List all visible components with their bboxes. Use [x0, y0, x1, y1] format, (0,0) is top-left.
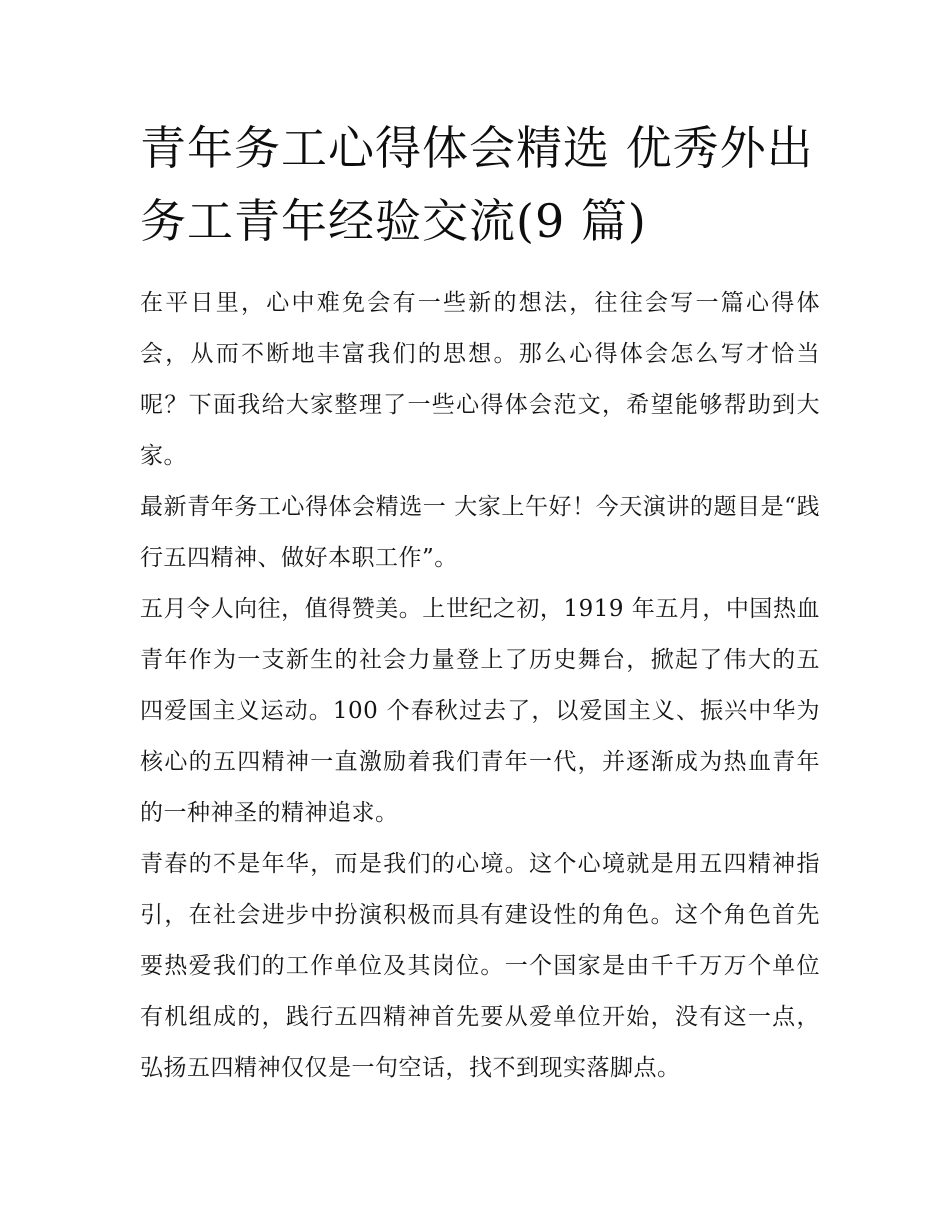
- paragraph-may-fourth-history: 五月令人向往，值得赞美。上世纪之初，1919 年五月，中国热血青年作为一支新生的社会力量登上了历史舞台，掀起了伟大的五四爱国主义运动。100 个春秋过去了，以爱国主义、振兴中华为核心的五四精神一直激励着我们青年一代，并逐渐成为热血青年的一种神圣的精神追求。: [140, 596, 820, 826]
- paragraph-intro: 在平日里，心中难免会有一些新的想法，往往会写一篇心得体会，从而不断地丰富我们的思想。那么心得体会怎么写才恰当呢？下面我给大家整理了一些心得体会范文，希望能够帮助到大家。: [140, 290, 820, 469]
- paragraph-youth-spirit: 青春的不是年华，而是我们的心境。这个心境就是用五四精神指引，在社会进步中扮演积极而具有建设性的角色。这个角色首先要热爱我们的工作单位及其岗位。一个国家是由千千万万个单位有机组成的，践行五四精神首先要从爱单位开始，没有这一点，弘扬五四精神仅仅是一句空话，找不到现实落脚点。: [140, 851, 820, 1081]
- paragraph-speech-opening: 最新青年务工心得体会精选一 大家上午好！今天演讲的题目是“践行五四精神、做好本职工作”。: [140, 494, 820, 571]
- document-body: [140, 278, 820, 1094]
- document-title: 青年务工心得体会精选 优秀外出务工青年经验交流(9 篇): [140, 121, 814, 248]
